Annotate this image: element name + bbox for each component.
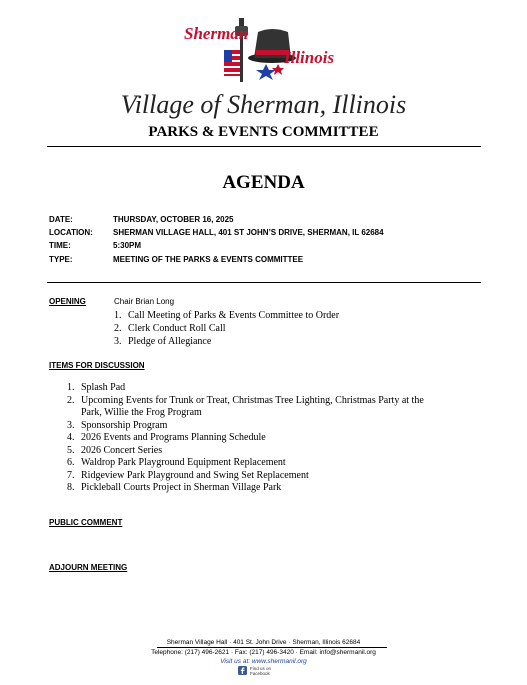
- item-number: 5.: [67, 445, 75, 456]
- discussion-heading: ITEMS FOR DISCUSSION: [49, 361, 145, 370]
- adjourn-heading: ADJOURN MEETING: [49, 563, 128, 572]
- item-text: Ridgeview Park Playground and Swing Set Replacement: [81, 470, 309, 481]
- footer-divider: [157, 647, 387, 648]
- item-number: 6.: [67, 457, 75, 468]
- meta-divider: [47, 282, 481, 283]
- item-number: 2.: [67, 395, 75, 406]
- item-text: Splash Pad: [81, 382, 126, 393]
- discussion-item-continuation: Park, Willie the Frog Program: [81, 407, 202, 418]
- meta-value: SHERMAN VILLAGE HALL, 401 ST JOHN’S DRIVE, SHERMAN, IL 62684: [113, 228, 384, 237]
- opening-heading: OPENING: [49, 297, 86, 306]
- facebook-label-bottom: Facebook: [250, 671, 270, 676]
- item-text: Waldrop Park Playground Equipment Replacement: [81, 457, 286, 468]
- item-text: Pledge of Allegiance: [128, 336, 212, 347]
- agenda-title: AGENDA: [222, 172, 305, 193]
- item-text: Upcoming Events for Trunk or Treat, Christmas Tree Lighting, Christmas Party at the: [81, 395, 424, 406]
- chair-name: Chair Brian Long: [114, 297, 175, 306]
- facebook-icon: [238, 666, 247, 675]
- item-number: 3.: [67, 420, 75, 431]
- logo-word-illinois: Illinois: [284, 48, 335, 67]
- header-divider: [47, 146, 481, 147]
- item-text: Pickleball Courts Project in Sherman Village Park: [81, 482, 282, 493]
- village-title: Village of Sherman, Illinois: [120, 90, 407, 119]
- meta-key: DATE:: [49, 215, 73, 224]
- item-text: Sponsorship Program: [81, 420, 168, 431]
- meta-value: THURSDAY, OCTOBER 16, 2025: [113, 215, 234, 224]
- item-number: 3.: [114, 336, 122, 347]
- meta-value: MEETING OF THE PARKS & EVENTS COMMITTEE: [113, 255, 304, 264]
- item-number: 7.: [67, 470, 75, 481]
- facebook-link[interactable]: [250, 666, 271, 676]
- footer-contact: Telephone: (217) 496-2621 · Fax: (217) 496-3420 · Email: info@shermanil.org: [151, 649, 376, 656]
- item-number: 4.: [67, 432, 75, 443]
- footer-address: Sherman Village Hall · 401 St. John Drive · Sherman, Illinois 62684: [166, 639, 361, 646]
- footer-website-link[interactable]: Visit us at: www.shermanil.org: [220, 658, 307, 665]
- village-logo: [180, 14, 348, 86]
- meta-key: LOCATION:: [49, 228, 93, 237]
- committee-title: PARKS & EVENTS COMMITTEE: [148, 124, 379, 140]
- meta-key: TIME:: [49, 241, 71, 250]
- item-number: 2.: [114, 323, 122, 334]
- item-number: 8.: [67, 482, 75, 493]
- meta-value: 5:30PM: [113, 241, 142, 250]
- item-text: Call Meeting of Parks & Events Committee to Order: [128, 310, 340, 321]
- item-number: 1.: [67, 382, 75, 393]
- meta-key: TYPE:: [49, 255, 73, 264]
- item-number: 1.: [114, 310, 122, 321]
- public-comment-heading: PUBLIC COMMENT: [49, 518, 123, 527]
- facebook-label-top: Find us on: [250, 666, 272, 671]
- logo-word-sherman: Sherman: [184, 24, 249, 43]
- item-text: 2026 Concert Series: [81, 445, 163, 456]
- item-text: Clerk Conduct Roll Call: [128, 323, 226, 334]
- item-text: 2026 Events and Programs Planning Schedule: [81, 432, 266, 443]
